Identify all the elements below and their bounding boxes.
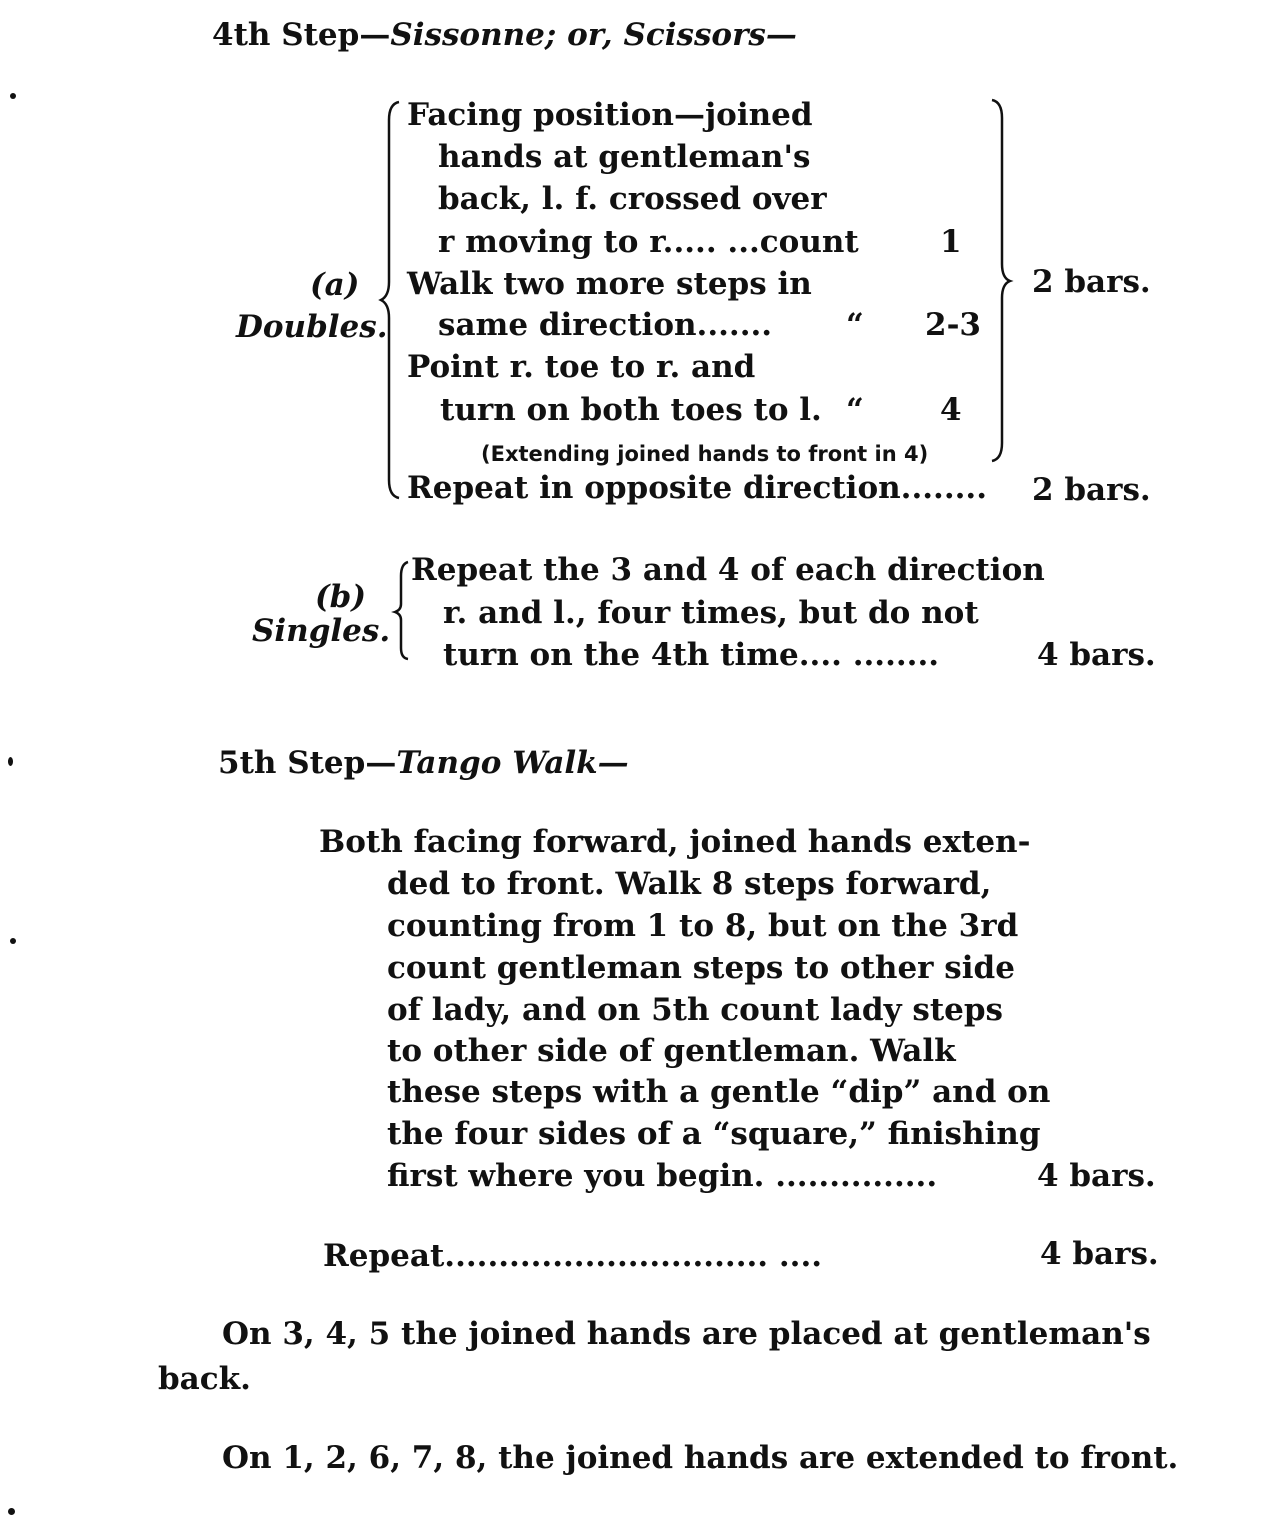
doubles-ditto-1: “: [846, 307, 864, 343]
singles-line-3: turn on the 4th time.... ........: [443, 637, 940, 673]
doubles-left-brace: [383, 100, 403, 500]
doubles-line-8: turn on both toes to l.: [440, 392, 822, 428]
singles-line-2: r. and l., four times, but do not: [443, 595, 979, 631]
step5-name: Tango Walk—: [396, 745, 629, 781]
doubles-ditto-2: “: [846, 392, 864, 428]
doubles-line-1: Facing position—joined: [407, 97, 813, 133]
doubles-note: (Extending joined hands to front in 4): [481, 442, 929, 466]
doubles-count-1: 1: [940, 224, 962, 260]
tango-line-6: to other side of gentleman. Walk: [387, 1033, 956, 1069]
note-line-1-cont: back.: [158, 1361, 251, 1397]
doubles-bars: 2 bars.: [1032, 264, 1151, 300]
doubles-line-3: back, l. f. crossed over: [438, 181, 827, 217]
note-line-1: On 3, 4, 5 the joined hands are placed at gentleman's: [222, 1316, 1151, 1352]
step4-heading: [212, 17, 797, 53]
doubles-right-brace: [990, 98, 1010, 463]
tango-repeat-bars: 4 bars.: [1040, 1236, 1159, 1272]
doubles-line-7: Point r. toe to r. and: [407, 349, 756, 385]
scan-speck: [8, 757, 13, 766]
doubles-line-6: same direction.......: [438, 307, 773, 343]
tango-line-2: ded to front. Walk 8 steps forward,: [387, 866, 992, 902]
step4-label: 4th Step—: [212, 17, 391, 53]
tango-line-7: these steps with a gentle “dip” and on: [387, 1074, 1051, 1110]
tango-line-5: of lady, and on 5th count lady steps: [387, 992, 1004, 1028]
tango-line-1: Both facing forward, joined hands exten-: [319, 824, 1031, 860]
doubles-line-4: r moving to r..... ...count: [438, 224, 859, 260]
doubles-count-2: 2-3: [925, 307, 982, 343]
tango-bars: 4 bars.: [1037, 1158, 1156, 1194]
scan-speck: [10, 93, 16, 99]
step5-heading: [218, 745, 629, 781]
tango-line-3: counting from 1 to 8, but on the 3rd: [387, 908, 1019, 944]
doubles-repeat-bars: 2 bars.: [1032, 472, 1151, 508]
singles-line-1: Repeat the 3 and 4 of each direction: [411, 552, 1045, 588]
doubles-line-2: hands at gentleman's: [438, 139, 811, 175]
step4-name: Sissonne; or, Scissors—: [390, 17, 797, 53]
scan-speck: [10, 938, 16, 944]
doubles-repeat-line: Repeat in opposite direction........: [407, 470, 987, 506]
doubles-count-3: 4: [940, 392, 962, 428]
tango-line-9: first where you begin. ...............: [387, 1158, 938, 1194]
tango-line-8: the four sides of a “square,” finishing: [387, 1116, 1041, 1152]
singles-label: Singles.: [252, 613, 391, 649]
singles-brace: [396, 560, 410, 660]
tango-repeat-line: Repeat.............................. ....: [323, 1238, 823, 1274]
doubles-line-5: Walk two more steps in: [407, 266, 812, 302]
doubles-label: Doubles.: [236, 309, 388, 345]
scan-speck: [8, 1508, 15, 1515]
singles-marker: (b): [315, 579, 367, 615]
singles-bars: 4 bars.: [1037, 637, 1156, 673]
note-line-2: On 1, 2, 6, 7, 8, the joined hands are extended to front.: [222, 1440, 1179, 1476]
step5-label: 5th Step—: [218, 745, 397, 781]
doubles-marker: (a): [310, 267, 360, 303]
tango-line-4: count gentleman steps to other side: [387, 950, 1015, 986]
